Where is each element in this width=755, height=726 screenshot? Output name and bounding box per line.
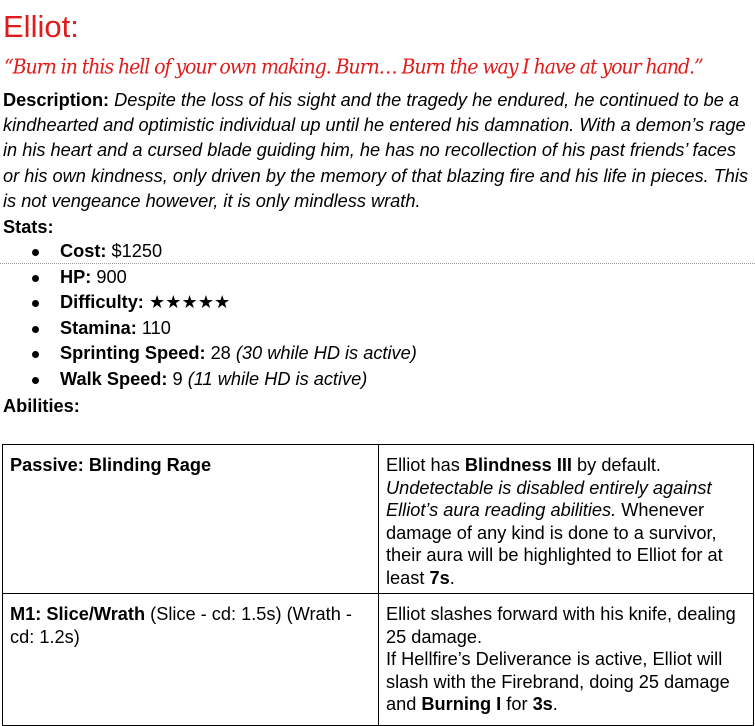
stats-list (0, 239, 417, 392)
stat-label: Walk Speed: (60, 368, 168, 389)
stat-label: Stamina: (60, 317, 137, 338)
ability-description-cell (379, 445, 754, 594)
bullet-icon (32, 275, 39, 282)
stat-label: Sprinting Speed: (60, 343, 206, 363)
stat-difficulty (0, 290, 417, 316)
ability-name-cell (3, 594, 379, 726)
ability-description-cell (379, 594, 754, 726)
bullet-icon (32, 249, 39, 256)
ability-name-cell (3, 445, 379, 594)
stat-note: (30 while HD is active) (235, 343, 417, 363)
stat-hp (0, 265, 417, 291)
stat-value: 9 (172, 368, 183, 389)
ability-italic-note: Undetectable is disabled entirely against Elliot’s aura reading abilities. (386, 477, 712, 520)
difficulty-stars: ★★★★★ (148, 292, 231, 312)
ability-bold-term: 3s (532, 694, 553, 714)
abilities-heading: Abilities: (3, 396, 80, 416)
ability-bold-term: Burning I (421, 694, 502, 714)
abilities-table (2, 444, 754, 726)
character-quote: “Burn in this hell of your own making. Burn… Burn the way I have at your hand.” (4, 55, 703, 79)
ability-bold-term: Blindness III (464, 455, 572, 475)
description-paragraph (3, 88, 753, 214)
stat-label: Cost: (60, 241, 107, 261)
description-text: Despite the loss of his sight and the tragedy he endured, he continued to be a kindhearted and optimistic individual up until he entered his damnation. With a demon’s rage in his heart and a cursed blade guiding him, he has no recollection of his past friends’ faces or his own kindness, only driven by the memory of that blazing fire and his life in pieces. This is not vengeance however, it is only mindless wrath. (3, 90, 749, 211)
table-row (3, 445, 754, 594)
stats-heading: Stats: (3, 217, 54, 237)
stat-walk-speed (0, 367, 417, 393)
stat-value: 28 (210, 343, 231, 363)
character-name-heading: Elliot: (3, 9, 79, 44)
stat-label: Difficulty: (60, 292, 144, 312)
stat-value: 900 (96, 266, 127, 287)
ability-name: Passive: Blinding Rage (10, 455, 212, 475)
ability-text: Elliot slashes forward with his knife, dealing 25 damage. (386, 604, 736, 647)
ability-name: M1: Slice/Wrath (10, 604, 146, 624)
stat-value: $1250 (111, 241, 163, 261)
stat-note: (11 while HD is active) (187, 368, 368, 389)
bullet-icon (32, 326, 39, 333)
ability-text: . (552, 694, 558, 714)
ability-text: by default. (572, 455, 661, 475)
stat-sprinting-speed (0, 341, 417, 367)
bullet-icon (32, 377, 39, 384)
ability-text: If Hellfire’s Deliverance is active, Elliot will slash with the Firebrand, doing 25 damage and (386, 649, 730, 714)
table-row (3, 594, 754, 726)
ability-text: for (501, 694, 533, 714)
stat-label: HP: (60, 266, 92, 287)
bullet-icon (32, 351, 39, 358)
ability-text: . (449, 567, 455, 588)
ability-bold-term: 7s (429, 567, 450, 588)
ability-cooldowns: (Slice - cd: 1.5s) (Wrath - cd: 1.2s) (10, 604, 352, 647)
stat-stamina (0, 316, 417, 342)
description-label: Description: (3, 90, 115, 110)
ability-text: Elliot has (386, 455, 465, 475)
stat-cost (0, 239, 417, 265)
stat-value: 110 (141, 317, 171, 338)
ability-text: Whenever damage of any kind is done to a survivor, their aura will be highlighted to Elliot for at least (386, 500, 723, 588)
bullet-icon (32, 300, 39, 307)
